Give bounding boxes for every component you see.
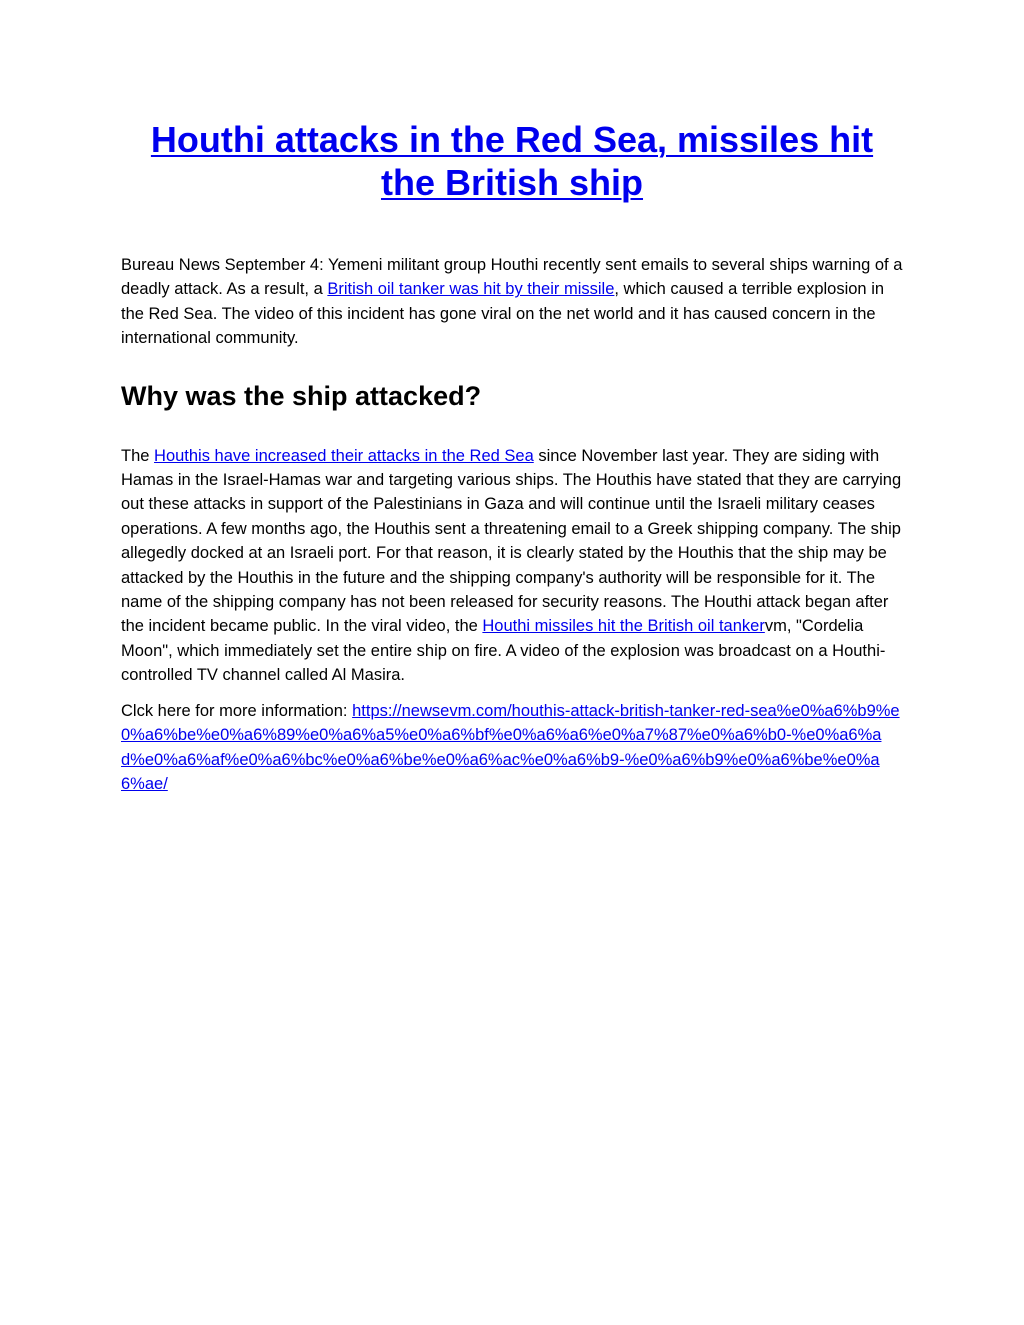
body-paragraph [121,444,903,688]
body-text-middle: since November last year. They are siding with Hamas in the Israel-Hamas war and targeting various ships. The Houthis have stated that they are carrying out these attacks in support of the Palestinians in Gaza and will continue until the Israeli military ceases operations. A few months ago, the Houthis sent a threatening email to a Greek shipping company. The ship allegedly docked at an Israeli port. For that reason, it is clearly stated by the Houthis that the ship may be attacked by the Houthis in the future and the shipping company's authority will be responsible for it. The name of the shipping company has not been released for security reasons. The Houthi attack began after the incident became public. In the viral video, the [121,446,902,636]
section-heading: Why was the ship attacked? [121,380,482,411]
article-title-link[interactable]: Houthi attacks in the Red Sea, missiles hit the British ship [150,119,874,203]
more-info-url-link[interactable]: https://newsevm.com/houthis-attack-british-tanker-red-sea%e0%a6%b9%e0%a6%be%e0%a6%89%e0%a6%a5%e0%a6%bf%e0%a6%a6%e0%a7%87%e0%a6%b0-%e0%a6%ad%e0%a6%af%e0%a6%bc%e0%a6%be%e0%a6%ac%e0%a6%b9-%e0%a6%b9%e0%a6%be%e0%a6%ae/ [121,701,900,793]
intro-text-before: Bureau News September 4: Yemeni militant group Houthi recently sent emails to several ships warning of a deadly attack. As a result, a [121,256,903,299]
article-title [121,118,903,204]
tanker-hit-link[interactable]: British oil tanker was hit by their missile [327,280,615,299]
more-info-label: Clck here for more information: [121,701,353,720]
more-info-paragraph [121,699,903,797]
houthis-increased-attacks-link[interactable]: Houthis have increased their attacks in the Red Sea [154,446,534,465]
document-page [121,118,903,796]
houthi-missiles-link[interactable]: Houthi missiles hit the British oil tanker [482,617,765,636]
body-text-after: vm, "Cordelia Moon", which immediately set the entire ship on fire. A video of the explosion was broadcast on a Houthi-controlled TV channel called Al Masira. [121,617,886,685]
intro-paragraph [121,253,903,351]
intro-text-after: , which caused a terrible explosion in the Red Sea. The video of this incident has gone viral on the net world and it has caused concern in the international community. [121,280,885,348]
body-text-before: The [121,446,155,465]
